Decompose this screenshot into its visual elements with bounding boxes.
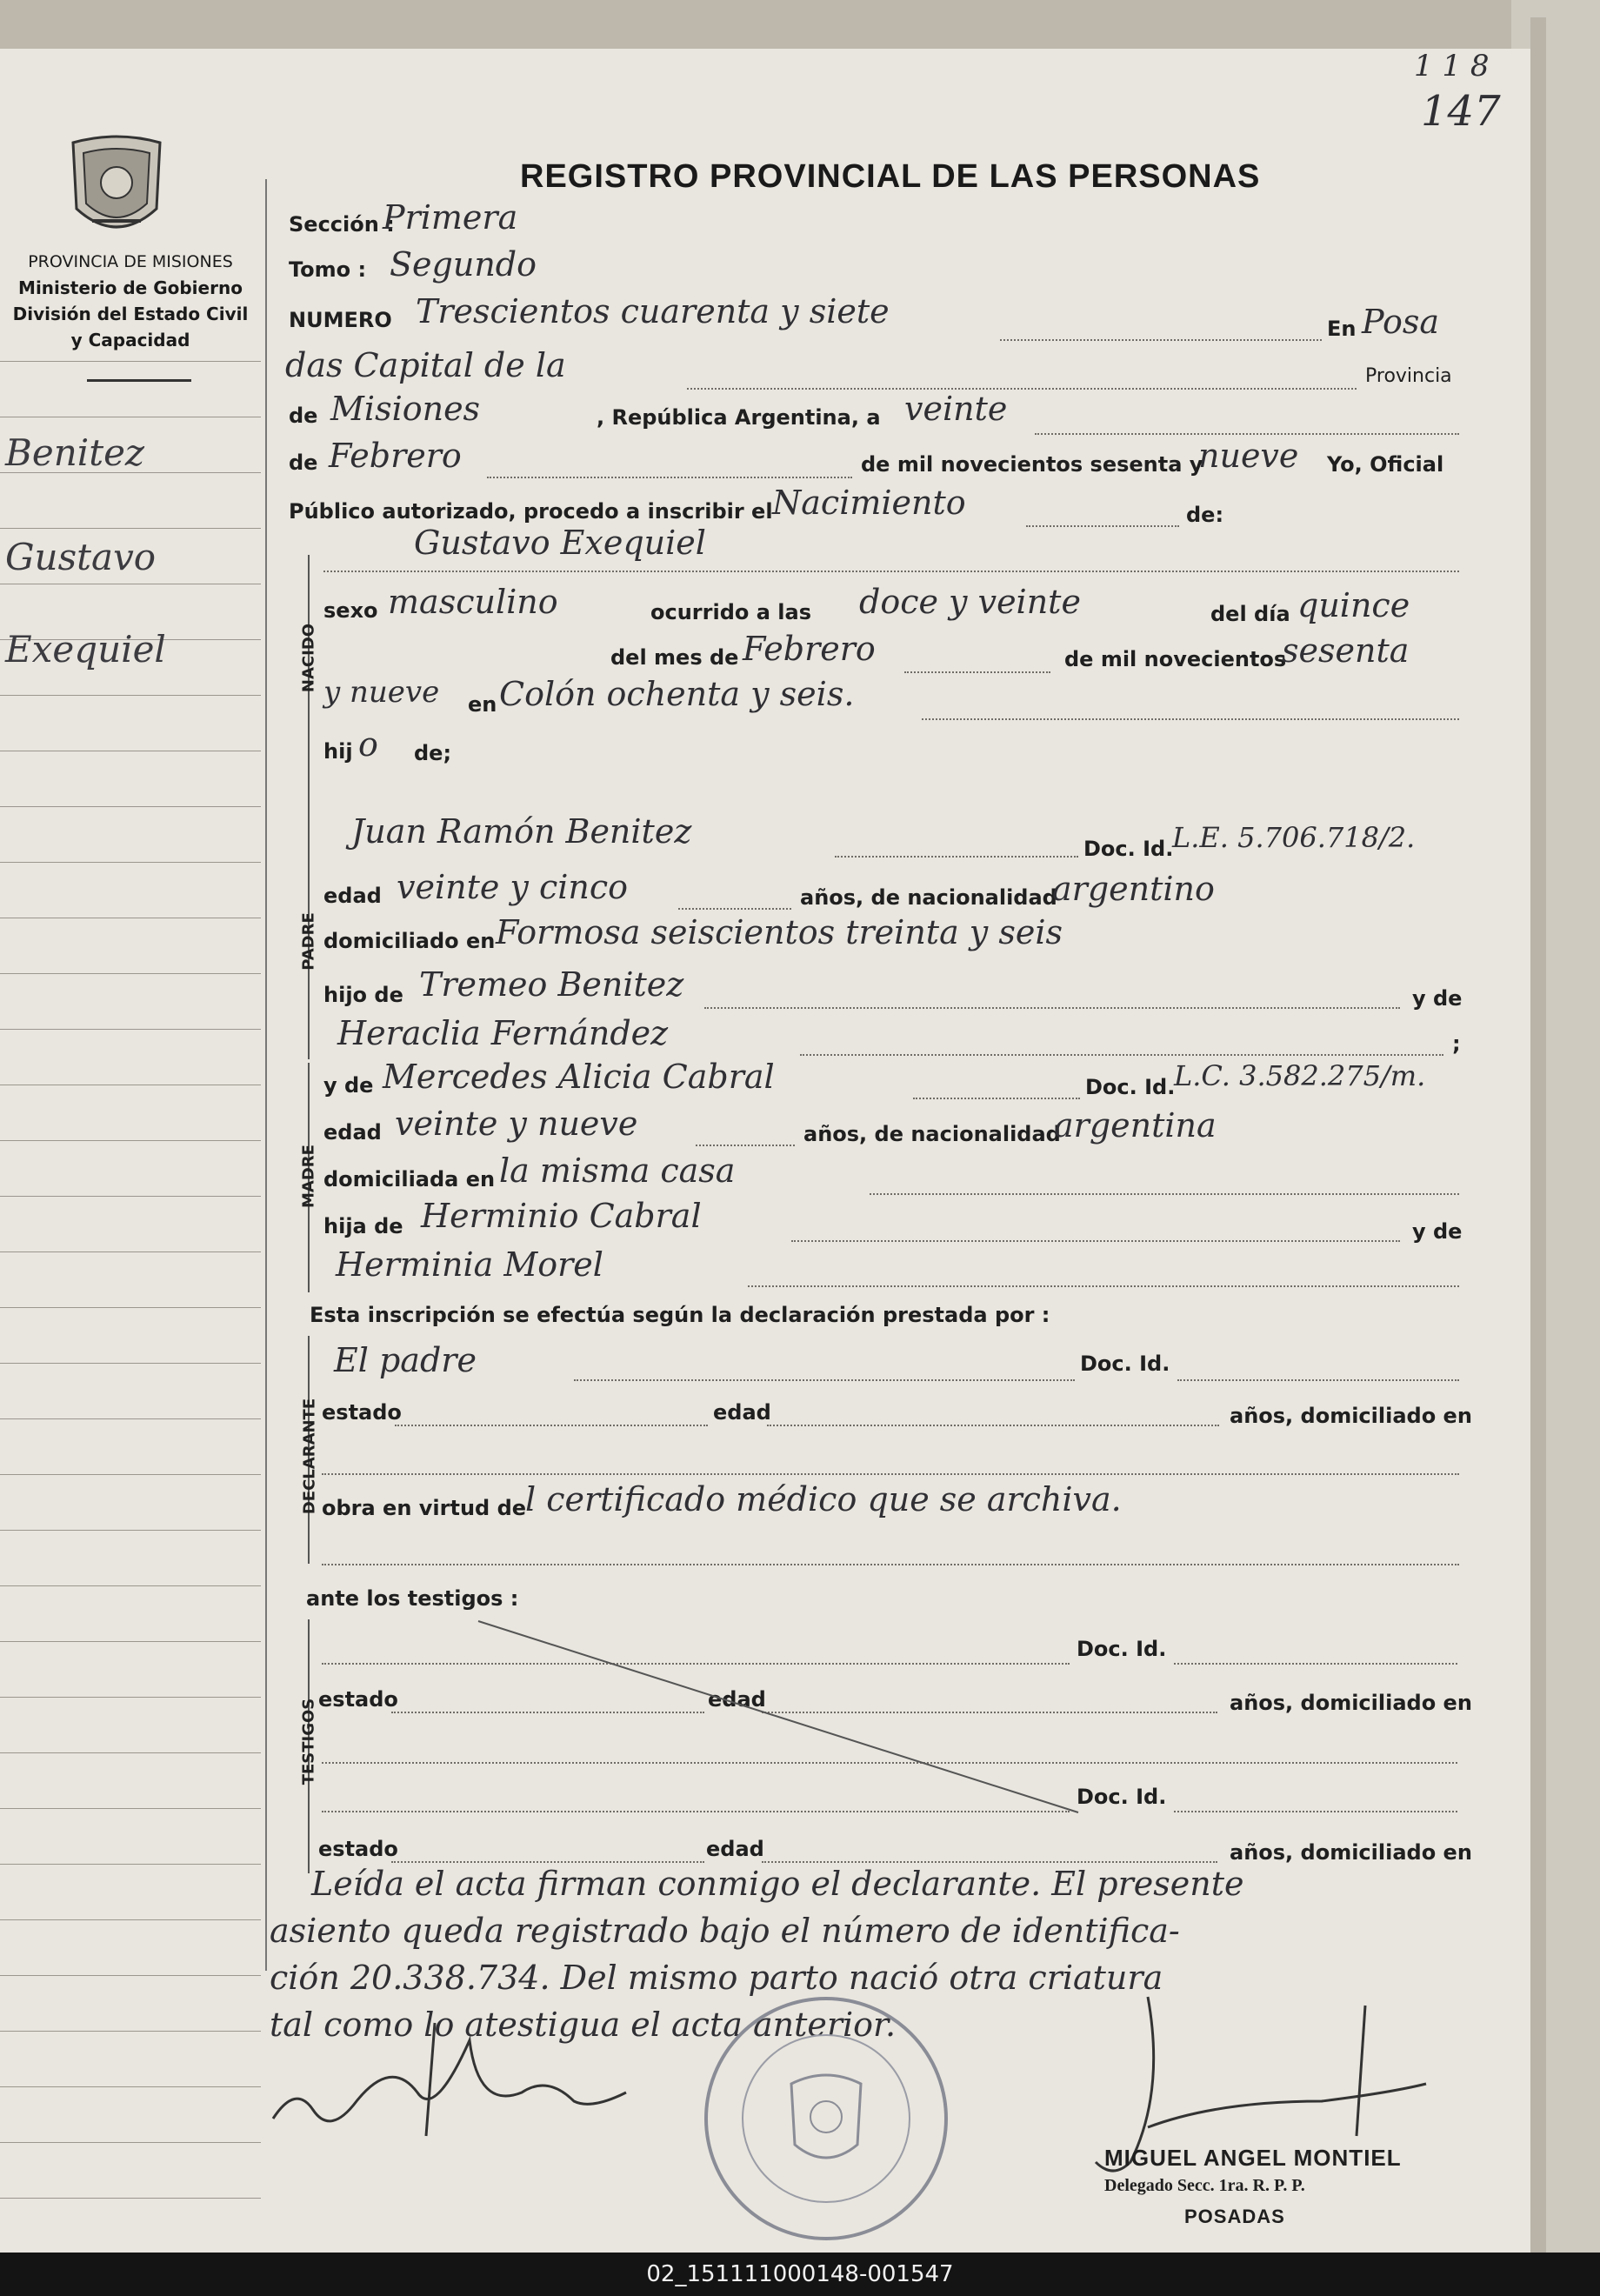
fill-line: [678, 908, 791, 910]
margin-firstname: Gustavo: [5, 536, 157, 578]
numero-value: Trescientos cuarenta y siete: [416, 292, 890, 330]
declarante-doc-label: Doc. Id.: [1080, 1352, 1170, 1376]
padre-edad-label: edad: [323, 884, 382, 908]
ministry-name: Ministerio de Gobierno: [18, 277, 243, 298]
padre-doc-label: Doc. Id.: [1083, 837, 1174, 861]
padre-anos-label: años, de nacionalidad: [800, 885, 1057, 910]
padre-dom-value: Formosa seiscientos treinta y seis: [496, 913, 1063, 951]
madre-nombre-value: Mercedes Alicia Cabral: [383, 1058, 775, 1096]
fill-line: [696, 1145, 795, 1146]
del-dia-label: del día: [1210, 602, 1290, 626]
en-label-2: en: [468, 692, 497, 717]
fill-line: [767, 1425, 1219, 1426]
declarante-edad-label: edad: [713, 1400, 771, 1425]
declarante-anos-label: años, domiciliado en: [1230, 1404, 1472, 1428]
nota-line-4: tal como lo atestigua el acta anterior.: [270, 2006, 897, 2044]
de-colon-label: de:: [1186, 503, 1224, 527]
madre-doc-label: Doc. Id.: [1085, 1075, 1176, 1099]
padre-dom-label: domiciliado en: [323, 929, 496, 953]
madre-y-de-label: y de: [1412, 1219, 1463, 1244]
fill-line: [1177, 1379, 1459, 1381]
dia-a-value: veinte: [904, 390, 1008, 428]
madre-y-de-left-label: y de: [323, 1073, 374, 1098]
fill-line: [1035, 433, 1459, 435]
testigo1-edad-label: edad: [708, 1687, 766, 1712]
hij-value: o: [358, 725, 378, 764]
en-value: Posa: [1362, 303, 1440, 341]
fill-line: [1174, 1811, 1457, 1812]
fill-line: [395, 1425, 708, 1426]
padre-nac-value: argentino: [1052, 870, 1215, 908]
sexo-value: masculino: [388, 583, 558, 621]
anio-value: nueve: [1198, 437, 1299, 475]
book-top-edge: [0, 0, 1600, 52]
mil-novecientos-label: de mil novecientos sesenta y: [861, 452, 1203, 477]
page-number: 147: [1421, 87, 1501, 136]
numero-label: NUMERO: [289, 308, 392, 332]
madre-anos-label: años, de nacionalidad: [803, 1122, 1061, 1146]
yo-oficial-label: Yo, Oficial: [1327, 452, 1444, 477]
obra-value: l certificado médico que se archiva.: [525, 1480, 1122, 1518]
declarante-side-label: DECLARANTE: [300, 1398, 319, 1515]
nota-line-1: Leída el acta firman conmigo el declarante. El presente: [311, 1865, 1244, 1903]
en-value-cont: das Capital de la: [285, 346, 566, 384]
de-label-2: de: [289, 451, 318, 475]
lugar-value: Colón ochenta y seis.: [499, 675, 855, 713]
sexo-label: sexo: [323, 598, 378, 623]
margin-surname: Benitez: [5, 431, 145, 474]
page-title: REGISTRO PROVINCIAL DE LAS PERSONAS: [520, 158, 1261, 195]
testigo2-doc-label: Doc. Id.: [1077, 1785, 1167, 1809]
semicolon: ;: [1452, 1031, 1461, 1056]
book-binding: [1530, 17, 1546, 2253]
tomo-value: Segundo: [390, 245, 537, 284]
fill-line: [835, 856, 1078, 858]
dia-value: quince: [1297, 586, 1410, 624]
anio-nac-cont: y nueve: [323, 675, 440, 710]
hij-label: hij: [323, 739, 353, 764]
fill-line: [687, 388, 1357, 390]
nombre-value: Gustavo Exequiel: [414, 524, 706, 562]
seccion-label: Sección :: [289, 212, 395, 237]
hij-de-label: de;: [414, 741, 452, 765]
hora-value: doce y veinte: [859, 583, 1081, 621]
madre-side-label: MADRE: [299, 1145, 318, 1208]
scan-footer: 02_151111000148-001547: [0, 2253, 1600, 2296]
capacity-name: y Capacidad: [70, 330, 190, 350]
fill-line: [322, 1564, 1459, 1565]
fill-line: [800, 1054, 1443, 1056]
province-emblem-icon: [66, 134, 167, 242]
signer-signature: [261, 2006, 678, 2153]
fill-line: [870, 1193, 1459, 1195]
republica-label: , República Argentina, a: [597, 405, 881, 430]
official-city: POSADAS: [1184, 2206, 1285, 2227]
provincia-label: Provincia: [1365, 365, 1452, 387]
madre-edad-value: veinte y nueve: [395, 1105, 638, 1143]
mes-value: Febrero: [329, 437, 462, 475]
issuer-divider: [87, 379, 191, 382]
official-seal-stamp: [696, 1988, 957, 2249]
fill-line: [323, 571, 1459, 572]
inscripcion-label: Esta inscripción se efectúa según la declaración prestada por :: [310, 1303, 1050, 1327]
fill-line: [487, 477, 852, 478]
official-role: Delegado Secc. 1ra. R. P. P.: [1104, 2176, 1305, 2195]
margin-middlename: Exequiel: [5, 628, 166, 671]
nacido-side-label: NACIDO: [299, 623, 318, 693]
fill-line: [913, 1098, 1080, 1099]
madre-doc-value: L.C. 3.582.275/m.: [1174, 1059, 1426, 1092]
fill-line: [1000, 339, 1322, 341]
testigo2-anos-label: años, domiciliado en: [1230, 1840, 1472, 1865]
madre-dom-label: domiciliada en: [323, 1167, 496, 1191]
de-label: de: [289, 404, 318, 428]
obra-label: obra en virtud de: [322, 1496, 527, 1520]
de-mil-label: de mil novecientos: [1064, 647, 1287, 671]
fill-line: [762, 1861, 1217, 1863]
madre-hija-value: Herminio Cabral: [421, 1197, 702, 1235]
fill-line: [704, 1007, 1400, 1009]
province-name: PROVINCIA DE MISIONES: [28, 252, 233, 271]
testigos-strikeout: [470, 1614, 1096, 1823]
mes-nac-value: Febrero: [743, 630, 876, 668]
padre-hijo-value: Tremeo Benitez: [419, 965, 684, 1004]
seccion-value: Primera: [383, 198, 518, 237]
provincia-value: Misiones: [330, 390, 481, 428]
fill-line: [391, 1861, 704, 1863]
testigos-side-label: TESTIGOS: [299, 1698, 318, 1785]
testigo2-estado-label: estado: [318, 1837, 398, 1861]
fill-line: [574, 1379, 1075, 1381]
nota-line-3: ción 20.338.734. Del mismo parto nació otra criatura: [270, 1959, 1163, 1997]
padre-y-de-value: Heraclia Fernández: [337, 1014, 669, 1052]
madre-nac-value: argentina: [1054, 1106, 1217, 1145]
tomo-label: Tomo :: [289, 257, 367, 282]
testigo1-doc-label: Doc. Id.: [1077, 1637, 1167, 1661]
en-label: En: [1327, 317, 1357, 341]
testigo2-edad-label: edad: [706, 1837, 764, 1861]
declarante-value: El padre: [334, 1341, 477, 1379]
nota-line-2: asiento queda registrado bajo el número de identifica-: [270, 1912, 1180, 1950]
margin-divider: [265, 179, 267, 1971]
ocurrido-label: ocurrido a las: [650, 600, 811, 624]
madre-hija-label: hija de: [323, 1214, 403, 1238]
testigo1-estado-label: estado: [318, 1687, 398, 1712]
madre-y-de-value: Herminia Morel: [336, 1245, 603, 1284]
publico-label: Público autorizado, procedo a inscribir el: [289, 499, 773, 524]
padre-y-de-label: y de: [1412, 986, 1463, 1011]
register-page: [0, 49, 1530, 2253]
del-mes-label: del mes de: [610, 645, 739, 670]
fill-line: [1026, 525, 1179, 527]
fill-line: [748, 1285, 1459, 1287]
nacido-bracket: [308, 555, 310, 868]
madre-dom-value: la misma casa: [499, 1151, 736, 1190]
anio-nac-value: sesenta: [1282, 631, 1410, 670]
testigos-label: ante los testigos :: [306, 1586, 519, 1611]
fill-line: [904, 671, 1050, 673]
madre-edad-label: edad: [323, 1120, 382, 1145]
declarante-estado-label: estado: [322, 1400, 402, 1425]
issuer-block: [0, 249, 261, 353]
official-name: MIGUEL ANGEL MONTIEL: [1104, 2145, 1402, 2171]
testigo1-anos-label: años, domiciliado en: [1230, 1691, 1472, 1715]
padre-doc-value: L.E. 5.706.718/2.: [1172, 821, 1416, 854]
padre-edad-value: veinte y cinco: [397, 868, 629, 906]
padre-hijo-label: hijo de: [323, 983, 403, 1007]
division-name: División del Estado Civil: [12, 304, 249, 324]
acto-value: Nacimiento: [772, 484, 966, 522]
fill-line: [1174, 1663, 1457, 1665]
padre-nombre-value: Juan Ramón Benitez: [351, 812, 692, 851]
fill-line: [791, 1240, 1400, 1242]
fill-line: [922, 718, 1459, 720]
padre-side-label: PADRE: [299, 912, 318, 971]
page-number-top: 1 1 8: [1414, 49, 1490, 83]
fill-line: [322, 1473, 1459, 1475]
